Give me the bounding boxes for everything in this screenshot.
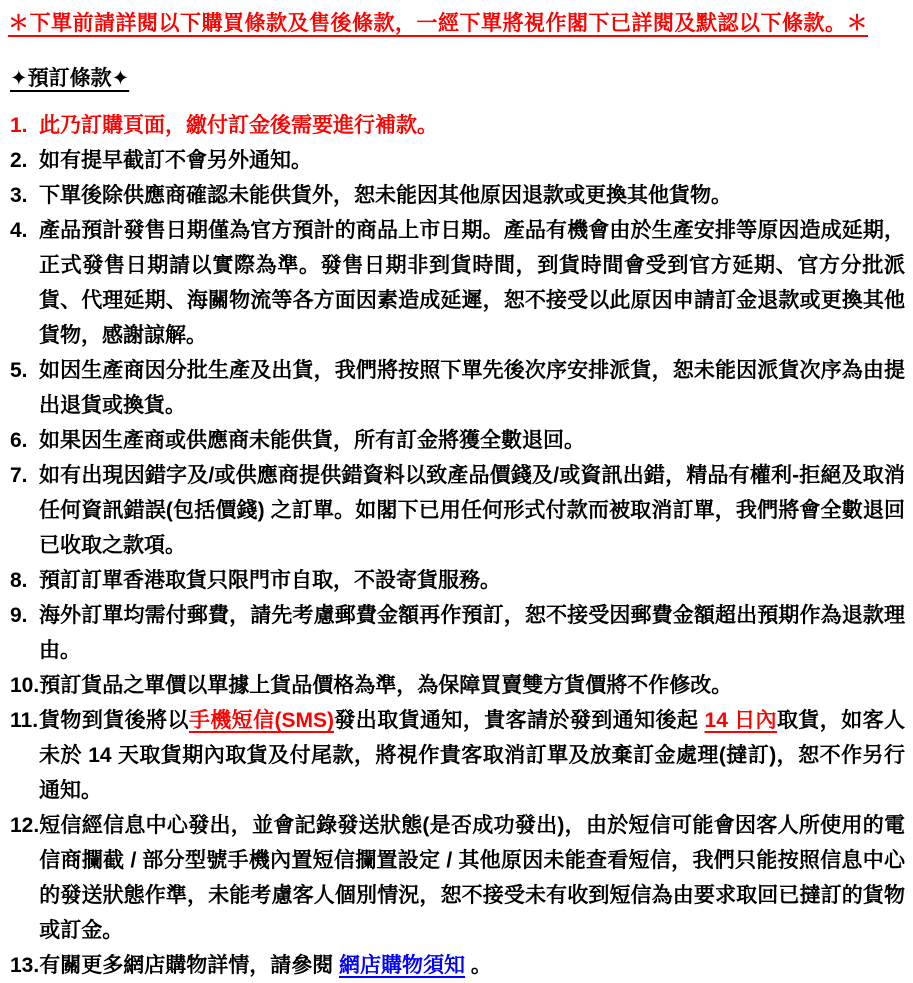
term-item xyxy=(8,353,907,423)
term-item xyxy=(8,948,907,983)
term-text xyxy=(39,808,907,948)
term-segment: 預訂貨品之單價以單據上貨品價格為準，為保障買賣雙方貨價將不作修改。 xyxy=(39,674,733,697)
term-number: 4. xyxy=(10,219,28,242)
term-segment: 預訂訂單香港取貨只限門市自取，不設寄貨服務。 xyxy=(39,569,501,592)
term-number: 8. xyxy=(10,569,28,592)
term-number: 3. xyxy=(10,184,28,207)
preorder-terms-document xyxy=(8,8,907,983)
notice-banner: ＊下單前請詳閱以下購買條款及售後條款，一經下單將視作閣下已詳閱及默認以下條款。＊ xyxy=(8,12,868,35)
term-number: 1. xyxy=(10,114,28,137)
term-segment: 下單後除供應商確認未能供貨外，恕未能因其他原因退款或更換其他貨物。 xyxy=(39,184,732,207)
term-number: 6. xyxy=(10,429,28,452)
term-item xyxy=(8,563,907,598)
term-item xyxy=(8,808,907,948)
term-segment: 如有提早截訂不會另外通知。 xyxy=(39,149,312,172)
term-number: 5. xyxy=(10,359,28,382)
term-number: 12. xyxy=(10,814,40,837)
term-text xyxy=(39,423,907,458)
pickup-deadline-emphasis: 14 日內 xyxy=(704,709,777,732)
term-number: 9. xyxy=(10,604,28,627)
term-segment: 如有出現因錯字及/或供應商提供錯資料以致產品價錢及/或資訊出錯，精品有權利-拒絕及取消任何資訊錯誤(包括價錢) 之訂單。如閣下已用任何形式付款而被取消訂單，我們將會全數退回已收取之款項。 xyxy=(39,464,905,557)
terms-list xyxy=(8,108,907,983)
term-segment: 產品預計發售日期僅為官方預計的商品上市日期。產品有機會由於生產安排等原因造成延期，正式發售日期請以實際為準。發售日期非到貨時間，到貨時間會受到官方延期、官方分批派貨、代理延期、海關物流等各方面因素造成延遲，恕不接受以此原因申請訂金退款或更換其他貨物，感謝諒解。 xyxy=(39,219,905,347)
sms-emphasis: 手機短信(SMS) xyxy=(188,709,334,732)
term-text xyxy=(39,703,907,808)
term-text xyxy=(39,598,907,668)
term-number: 10. xyxy=(10,674,40,697)
term-item xyxy=(8,108,907,143)
term-segment: 海外訂單均需付郵費，請先考慮郵費金額再作預訂，恕不接受因郵費金額超出預期作為退款理由。 xyxy=(39,604,905,662)
store-shopping-guide-link[interactable]: 網店購物須知 xyxy=(339,954,466,977)
term-segment: 有關更多網店購物詳情，請參閱 xyxy=(39,954,340,977)
term-item xyxy=(8,668,907,703)
term-text xyxy=(39,143,907,178)
term-text xyxy=(39,668,907,703)
term-number: 2. xyxy=(10,149,28,172)
term-item xyxy=(8,178,907,213)
term-segment: 短信經信息中心發出，並會記錄發送狀態(是否成功發出)，由於短信可能會因客人所使用的電信商攔截 / 部分型號手機內置短信攔置設定 / 其他原因未能查看短信，我們只能按照信息中心的發送狀態作準，未能考慮客人個別情況，恕不接受未有收到短信為由要求取回已撻訂的貨物或訂金。 xyxy=(39,814,905,942)
term-item xyxy=(8,213,907,353)
term-segment: 貨物到貨後將以 xyxy=(39,709,189,732)
term-item xyxy=(8,423,907,458)
term-number: 7. xyxy=(10,464,28,487)
term-segment: 取貨，如客人未於 14 天取貨期內取貨及付尾款，將視作貴客取消訂單及放棄訂金處理(撻訂)，恕不作另行通知。 xyxy=(39,709,906,802)
term-text xyxy=(39,353,907,423)
term-number: 13. xyxy=(10,954,40,977)
term-text xyxy=(39,178,907,213)
section-title: ✦預訂條款✦ xyxy=(10,67,130,90)
term-number: 11. xyxy=(10,709,39,732)
term-text xyxy=(39,108,907,143)
term-text xyxy=(39,948,907,983)
term-segment: 此乃訂購頁面，繳付訂金後需要進行補款。 xyxy=(39,114,438,137)
term-item xyxy=(8,143,907,178)
term-segment: 如果因生產商或供應商未能供貨，所有訂金將獲全數退回。 xyxy=(39,429,585,452)
term-text xyxy=(39,563,907,598)
term-item xyxy=(8,703,907,808)
term-item xyxy=(8,598,907,668)
term-item xyxy=(8,458,907,563)
term-segment: 發出取貨通知，貴客請於發到通知後起 xyxy=(333,709,705,732)
term-text xyxy=(39,458,907,563)
term-segment: 。 xyxy=(465,954,492,977)
term-text xyxy=(39,213,907,353)
term-segment: 如因生產商因分批生產及出貨，我們將按照下單先後次序安排派貨，恕未能因派貨次序為由提出退貨或換貨。 xyxy=(39,359,905,417)
